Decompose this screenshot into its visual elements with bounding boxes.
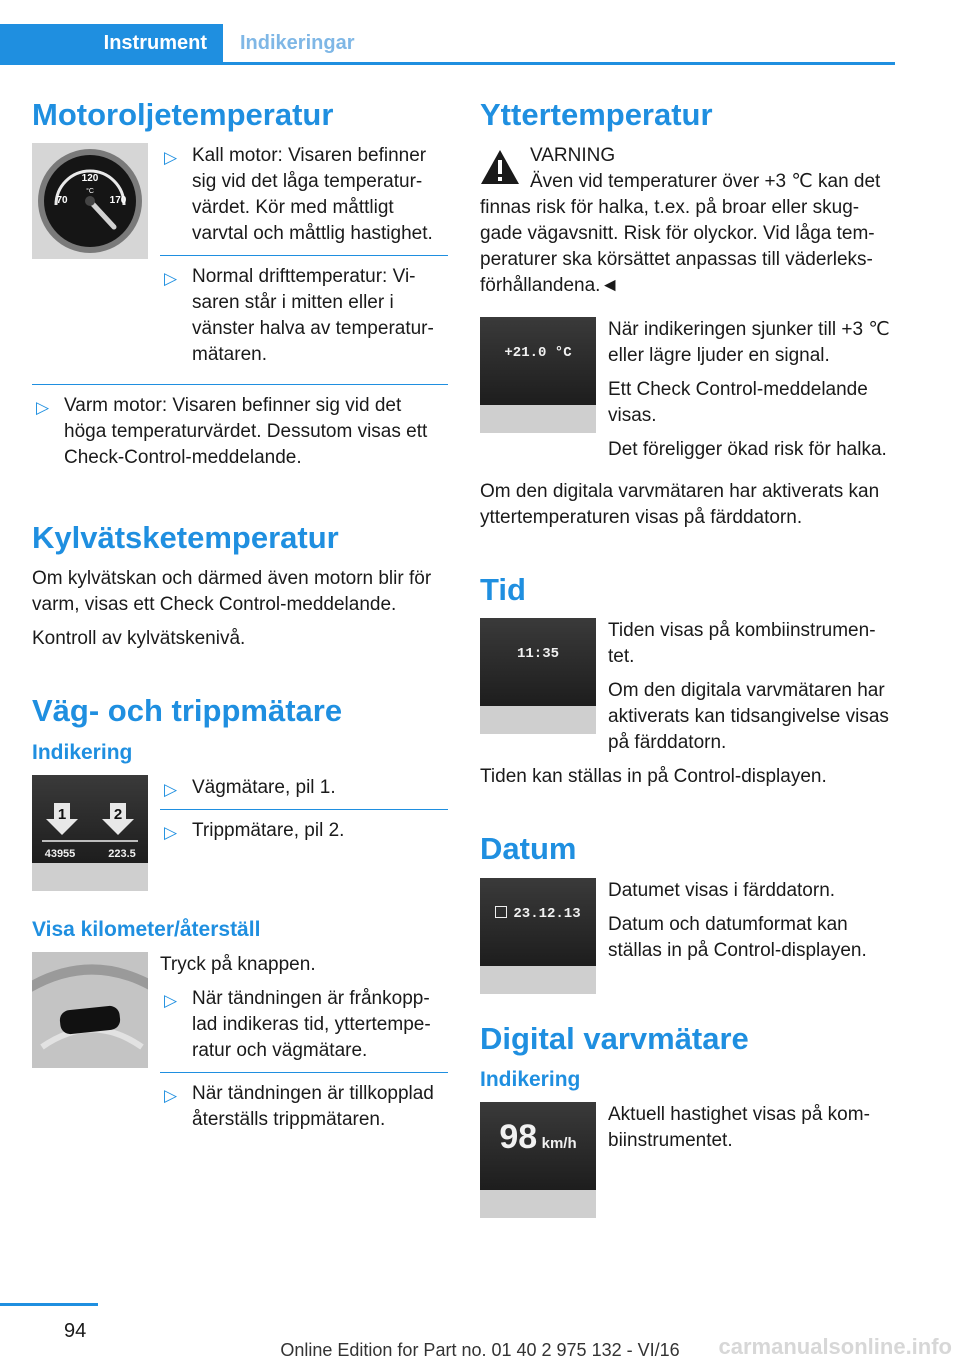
list-item: ▷ Vägmätare, pil 1.: [160, 775, 448, 810]
image-bottom-band: [480, 1190, 596, 1218]
gauge-label-170: 170: [109, 195, 127, 207]
oil-list: [160, 143, 448, 376]
trip-value: 223.5: [108, 847, 136, 860]
gauge-label-120: 120: [81, 173, 99, 185]
time-block: [480, 618, 895, 764]
gauge-unit: °C: [86, 188, 94, 196]
section-title-oil: Motoroljetemperatur: [32, 97, 334, 132]
image-bottom-band: [480, 405, 596, 433]
outside-temp-p3: Det föreligger ökad risk för halka.: [608, 439, 887, 461]
image-bottom-band: [32, 863, 148, 891]
triangle-bullet-icon: ▷: [164, 148, 178, 168]
triangle-bullet-icon: ▷: [164, 1085, 178, 1105]
arrow-label-1: 1: [57, 805, 67, 823]
list-item: ▷ Kall motor: Visaren befinner sig vid det låga temperaturvärdet. Kör med måttligt varvtal och måttlig hastighet.: [160, 143, 448, 256]
coolant-text: Om kylvätskan och därmed även motorn blir för varm, visas ett Check Control-meddelande.: [32, 568, 432, 616]
outside-temp-p1: När indikeringen sjunker till +3 ℃ eller lägre ljuder en signal.: [608, 319, 890, 367]
reset-block: [32, 952, 448, 1149]
rev-p1: Aktuell hastighet visas på kombiinstrumentet.: [608, 1103, 870, 1151]
odometer-value: 43955: [44, 847, 76, 860]
outside-temp-p2: Ett Check Control-meddelande visas.: [608, 379, 868, 427]
list-item: ▷ När tändningen är frånkopplad indikeras tid, yttertemperatur och vägmätare.: [160, 986, 448, 1073]
reset-title: Visa kilometer/återställ: [32, 917, 261, 941]
calendar-icon: [495, 906, 507, 918]
section-title-digital-rev: Digital varvmätare: [480, 1020, 749, 1056]
image-bottom-band: [480, 966, 596, 994]
time-p3: Tiden kan ställas in på Control-displayen.: [480, 766, 827, 788]
oil-block: [32, 143, 448, 384]
reset-list: [160, 986, 448, 1141]
section-title-time: Tid: [480, 572, 526, 608]
date-block: [480, 878, 895, 1000]
outside-temp-block: [480, 317, 895, 471]
date-p2: Datum och datumformat kan ställas in på Control-displayen.: [608, 913, 867, 961]
date-p1: Datumet visas i färddatorn.: [608, 879, 836, 901]
watermark: carmanualsonline.info: [718, 1334, 952, 1359]
rev-subtitle: Indikering: [480, 1067, 581, 1091]
coolant-check-link[interactable]: Kontroll av kylvätskenivå.: [32, 628, 246, 650]
warning-block: [480, 143, 895, 307]
list-item: ▷ Trippmätare, pil 2.: [160, 818, 448, 852]
section-title-coolant: Kylvätsketemperatur: [32, 520, 339, 556]
time-display-image: [480, 618, 596, 734]
odometer-subtitle: Indikering: [32, 740, 133, 764]
odometer-image: [32, 775, 148, 891]
edition-text: Online Edition for Part no. 01 40 2 975 132 - VI/16: [280, 1340, 680, 1360]
triangle-bullet-icon: ▷: [164, 269, 178, 289]
oil-gauge-image: [32, 143, 148, 259]
section-title-outside-temp: Yttertemperatur: [480, 97, 713, 132]
list-item: ▷ När tändningen är tillkopplad återställs trippmätaren.: [164, 1082, 434, 1130]
speed-unit: km/h: [541, 1134, 577, 1152]
outside-temp-p4: Om den digitala varvmätaren har aktiverats kan yttertemperaturen visas på färddatorn.: [480, 481, 880, 529]
date-display-image: [480, 878, 596, 994]
tab-indikeringar[interactable]: Indikeringar: [240, 31, 355, 54]
warning-label: VARNING: [530, 145, 616, 167]
speed-value: 98: [499, 1117, 538, 1156]
speed-display-image: [480, 1102, 596, 1218]
triangle-bullet-icon: ▷: [164, 822, 178, 842]
arrow-label-2: 2: [113, 805, 123, 823]
date-display: 23.12.13: [513, 905, 581, 922]
oil-list-wide: [32, 384, 448, 479]
image-bottom-band: [480, 706, 596, 734]
page-number: 94: [64, 1320, 87, 1342]
triangle-bullet-icon: ▷: [36, 398, 50, 418]
time-p2: Om den digitala varvmätaren har aktiverats kan tidsangivelse visas på färddatorn.: [608, 680, 889, 754]
reset-button-icon: [32, 952, 148, 1068]
list-item: ▷ Varm motor: Visaren befinner sig vid det höga temperaturvärdet. Dessutom visas ett Check-Control-meddelande.: [36, 395, 428, 469]
left-column: [32, 96, 448, 1149]
triangle-bullet-icon: ▷: [164, 779, 178, 799]
section-title-odometer: Väg- och trippmätare: [32, 693, 343, 729]
time-p1: Tiden visas på kombiinstrumentet.: [608, 620, 876, 668]
oil-gauge-icon: [32, 143, 148, 259]
section-title-date: Datum: [480, 831, 577, 867]
reset-intro: Tryck på knappen.: [160, 953, 316, 975]
list-item: ▷ Normal drifttemperatur: Visaren står i mitten eller i vänster halva av temperaturmätaren.: [164, 266, 434, 366]
gauge-label-70: 70: [56, 195, 68, 207]
odometer-block: [32, 775, 448, 897]
footer-rule: [0, 1303, 98, 1306]
reset-button-image: [32, 952, 148, 1068]
warning-text: Även vid temperaturer över +3 ℃ kan det finnas risk för halka, t.ex. på broar eller skuggade vägavsnitt. Risk för olyckor. Vid låga temperaturer ska körsättet anpassas till väderleksförhållandena.◄: [480, 171, 881, 297]
rev-block: [480, 1102, 895, 1224]
outside-temp-display-image: [480, 317, 596, 433]
odometer-list: [160, 775, 448, 852]
time-display: 11:35: [516, 646, 559, 663]
triangle-bullet-icon: ▷: [164, 990, 178, 1010]
tab-instrument[interactable]: Instrument: [0, 24, 223, 62]
outside-temp-display: +21.0 °C: [504, 345, 572, 362]
right-column: [480, 96, 895, 1224]
warning-triangle-icon: [480, 149, 520, 185]
